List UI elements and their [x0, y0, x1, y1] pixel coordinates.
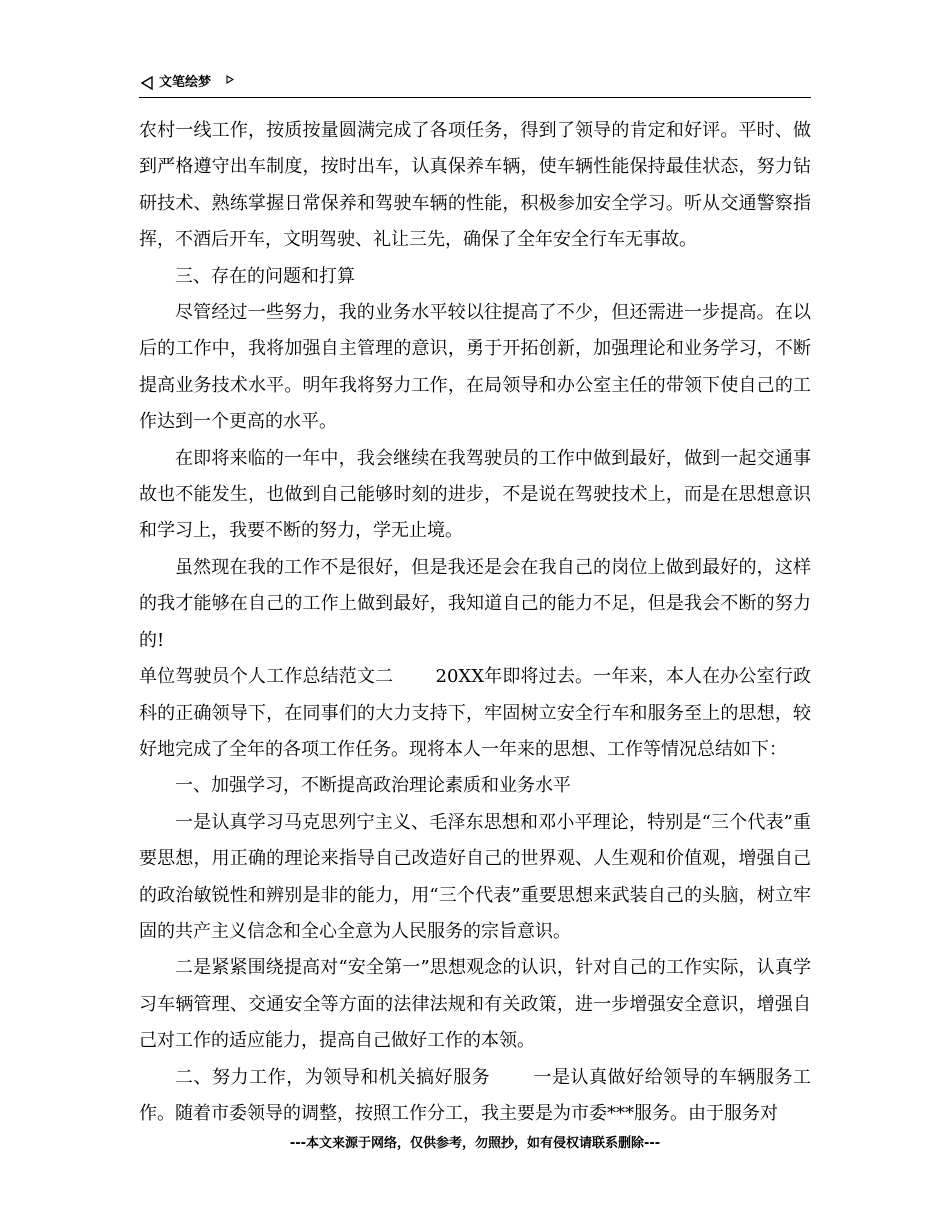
section-heading: 一、加强学习，不断提高政治理论素质和业务水平 — [175, 775, 571, 797]
header-brand: 文笔绘梦 — [159, 75, 212, 90]
paragraph: 二是紧紧围绕提高对“安全第一”思想观念的认识，针对自己的工作实际，认真学习车辆管理、交通安全等方面的法律法规和有关政策，进一步增强安全意识，增强自己对工作的适应能力，提高自己做好工作的本领。 — [139, 957, 811, 1052]
page-header — [139, 71, 811, 98]
footer-disclaimer: ---本文来源于网络，仅供参考，勿照抄，如有侵权请联系删除--- — [289, 1136, 661, 1151]
triangle-left-outline-icon — [141, 76, 153, 90]
document-body — [139, 113, 811, 1132]
paragraph: 单位驾驶员个人工作总结范文二 20XX年即将过去。一年来，本人在办公室行政科的正确领导下，在同事们的大力支持下，牢固树立安全行车和服务至上的思想，较好地完成了全年的各项工作任务。现将本人一年来的思想、工作等情况总结如下： — [139, 666, 811, 760]
triangle-right-outline-icon — [226, 75, 234, 84]
paragraph: 一是认真学习马克思列宁主义、毛泽东思想和邓小平理论，特别是“三个代表”重要思想，用正确的理论来指导自己改造好自己的世界观、人生观和价值观，增强自己的政治敏锐性和辨别是非的能力，用“三个代表”重要思想来武装自己的头脑，树立牢固的共产主义信念和全心全意为人民服务的宗旨意识。 — [139, 811, 811, 942]
section-heading: 三、存在的问题和打算 — [175, 265, 355, 287]
paragraph: 尽管经过一些努力，我的业务水平较以往提高了不少，但还需进一步提高。在以后的工作中，我将加强自主管理的意识，勇于开拓创新，加强理论和业务学习，不断提高业务技术水平。明年我将努力工作，在局领导和办公室主任的带领下使自己的工作达到一个更高的水平。 — [139, 302, 811, 433]
paragraph: 二、努力工作，为领导和机关搞好服务 一是认真做好给领导的车辆服务工作。随着市委领导的调整，按照工作分工，我主要是为市委***服务。由于服务对 — [139, 1066, 811, 1124]
paragraph: 虽然现在我的工作不是很好，但是我还是会在我自己的岗位上做到最好的，这样的我才能够在自己的工作上做到最好，我知道自己的能力不足，但是我会不断的努力的! — [139, 556, 811, 651]
paragraph: 农村一线工作，按质按量圆满完成了各项任务，得到了领导的肯定和好评。平时、做到严格遵守出车制度，按时出车，认真保养车辆，使车辆性能保持最佳状态，努力钻研技术、熟练掌握日常保养和驾驶车辆的性能，积极参加安全学习。听从交通警察指挥，不酒后开车，文明驾驶、礼让三先，确保了全年安全行车无事故。 — [139, 120, 811, 251]
paragraph: 在即将来临的一年中，我会继续在我驾驶员的工作中做到最好，做到一起交通事故也不能发生，也做到自己能够时刻的进步，不是说在驾驶技术上，而是在思想意识和学习上，我要不断的努力，学无止境。 — [139, 447, 811, 542]
